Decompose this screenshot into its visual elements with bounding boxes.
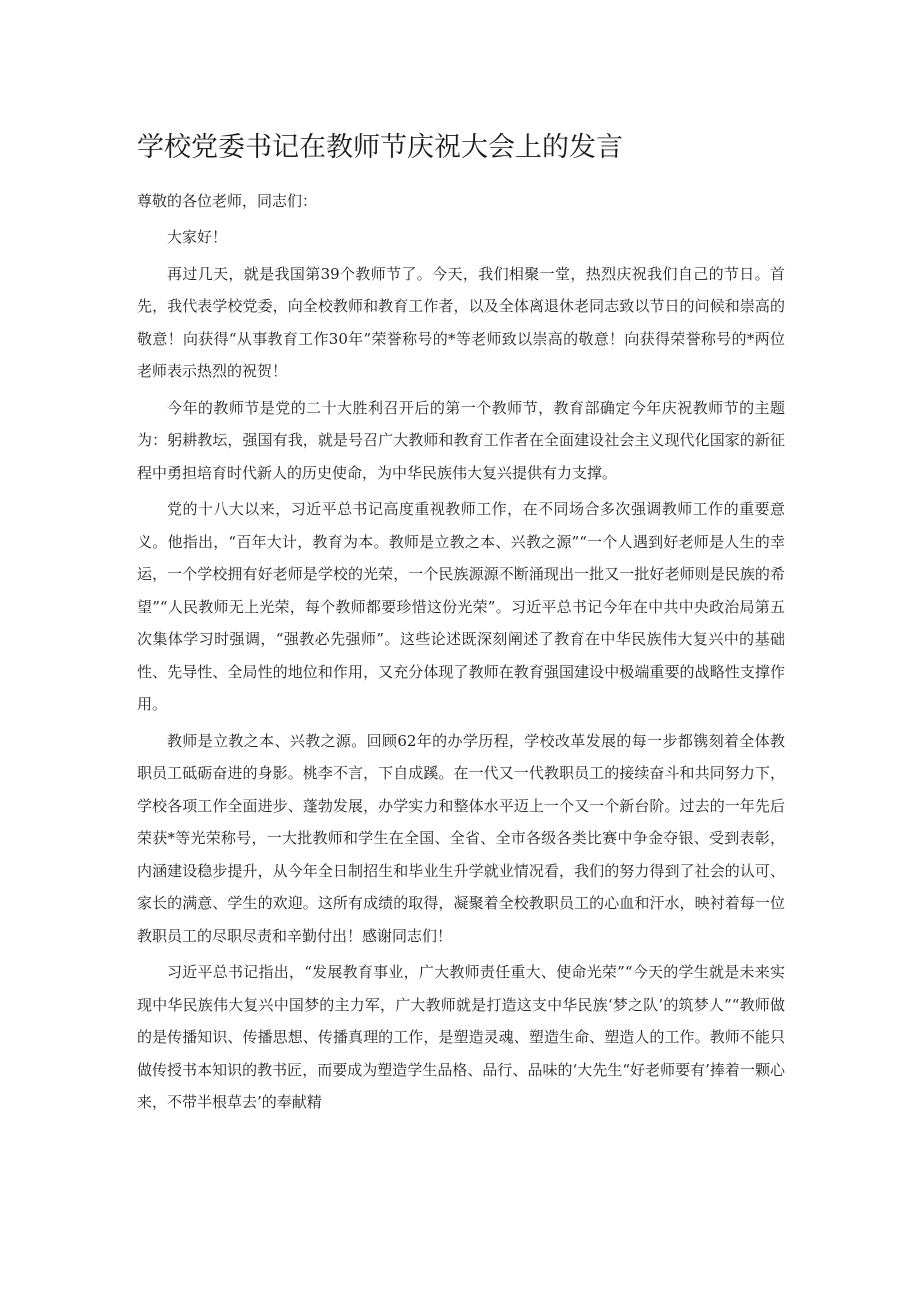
paragraph-teacher-mission: 习近平总书记指出，“发展教育事业，广大教师责任重大、使命光荣”“今天的学生就是未来实现中华民族伟大复兴中国梦的主力军，广大教师就是打造这支中华民族‘梦之队’的筑梦人”“教师做的是传播知识、传播思想、传播真理的工作，是塑造灵魂、塑造生命、塑造人的工作。教师不能只做传授书本知识的教书匠，而要成为塑造学生品格、品行、品味的‘大先生“好老师要有’捧着一颗心来，不带半根草去’的奉献精 [137,963,785,1111]
paragraph-school-history: 教师是立教之本、兴教之源。回顾62年的办学历程，学校改革发展的每一步都镌刻着全体教职员工砥砺奋进的身影。桃李不言，下自成蹊。在一代又一代教职员工的接续奋斗和共同努力下，学校各项工作全面进步、蓬勃发展，办学实力和整体水平迈上一个又一个新台阶。过去的一年先后荣获*等光荣称号，一大批教师和学生在全国、全省、全市各级各类比赛中争金夺银、受到表彰，内涵建设稳步提升，从今年全日制招生和毕业生升学就业情况看，我们的努力得到了社会的认可、家长的满意、学生的欢迎。这所有成绩的取得，凝聚着全校教职员工的心血和汗水，映衬着每一位教职员工的尽职尽责和辛勤付出！感谢同志们！ [137,731,785,945]
paragraph-theme: 今年的教师节是党的二十大胜利召开后的第一个教师节，教育部确定今年庆祝教师节的主题为：躬耕教坛，强国有我，就是号召广大教师和教育工作者在全面建设社会主义现代化国家的新征程中勇担培育时代新人的历史使命，为中华民族伟大复兴提供有力支撑。 [137,398,785,482]
paragraph-xi-quotes: 党的十八大以来，习近平总书记高度重视教师工作，在不同场合多次强调教师工作的重要意义。他指出，“百年大计，教育为本。教师是立教之本、兴教之源”“一个人遇到好老师是人生的幸运，一个学校拥有好老师是学校的光荣，一个民族源源不断涌现出一批又一批好老师则是民族的希望”“人民教师无上光荣，每个教师都要珍惜这份光荣”。习近平总书记今年在中共中央政治局第五次集体学习时强调，“强教必先强师”。这些论述既深刻阐述了教育在中华民族伟大复兴中的基础性、先导性、全局性的地位和作用，又充分体现了教师在教育强国建设中极端重要的战略性支撑作用。 [137,500,785,713]
document-title: 学校党委书记在教师节庆祝大会上的发言 [137,132,623,163]
salutation: 尊敬的各位老师，同志们： [137,192,318,210]
document-body [137,128,785,1119]
paragraph-greeting: 大家好！ [167,228,228,246]
paragraph-opening: 再过几天，就是我国第39个教师节了。今天，我们相聚一堂，热烈庆祝我们自己的节日。首先，我代表学校党委，向全校教师和教育工作者，以及全体离退休老同志致以节日的问候和崇高的敬意！向获得“从事教育工作30年”荣誉称号的*等老师致以崇高的敬意！向获得荣誉称号的*两位老师表示热烈的祝贺！ [137,264,785,380]
